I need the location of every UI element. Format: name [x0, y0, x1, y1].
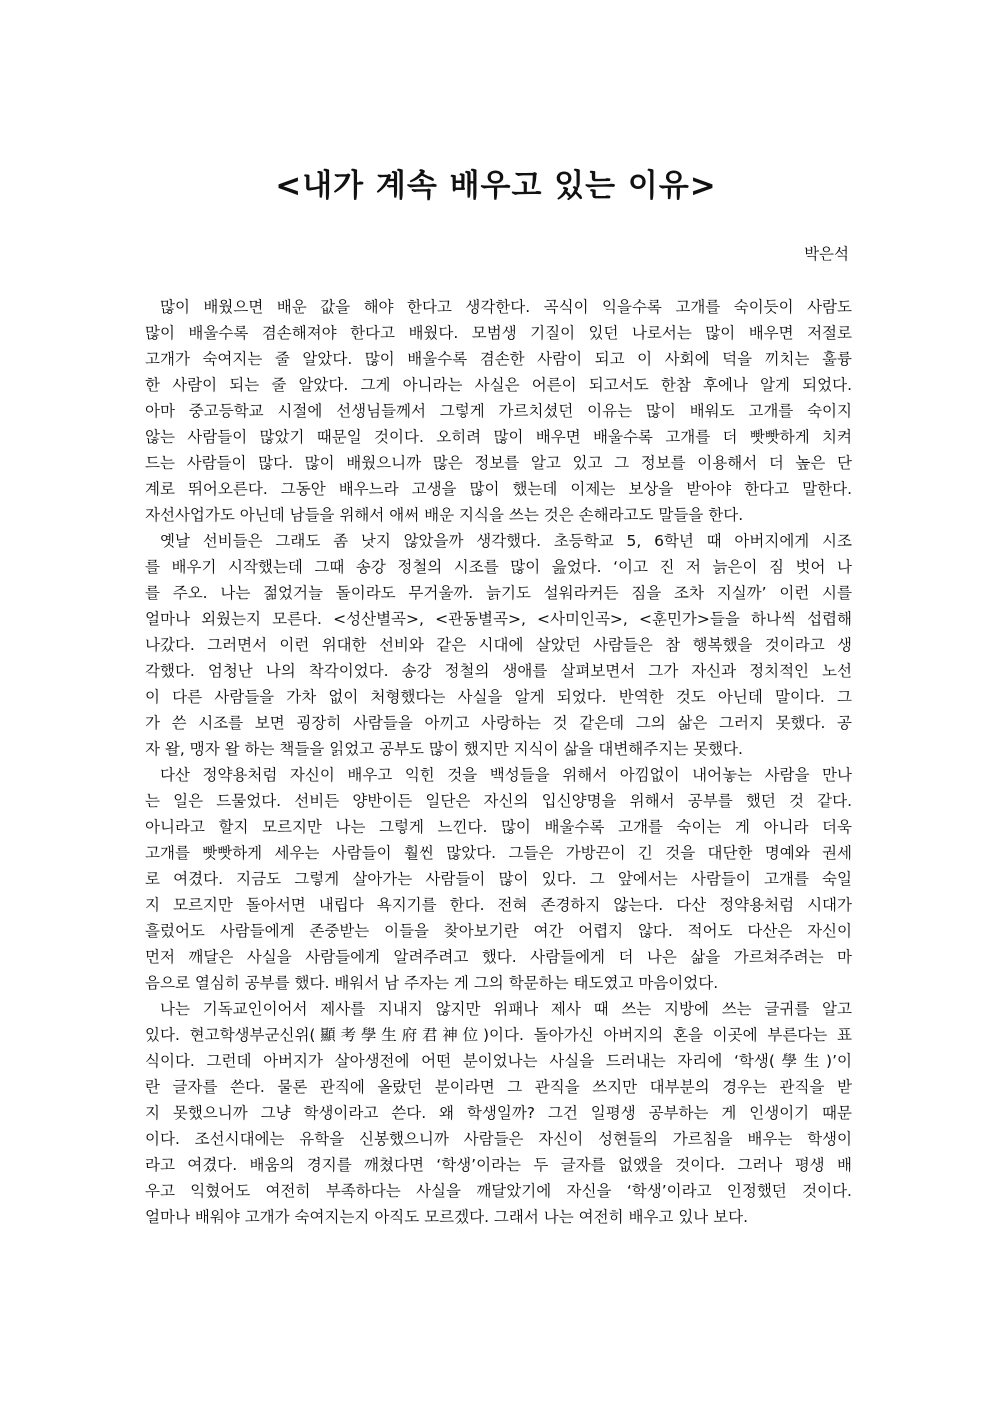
text-line: 이 다른 사람들을 가차 없이 처형했다는 사실을 알게 되었다. 반역한 것도 아닌데 말이다. 그 — [145, 688, 852, 706]
text-line: 아니라고 할지 모르지만 나는 그렇게 느낀다. 많이 배울수록 고개를 숙이는 게 아니라 더욱 — [145, 818, 852, 836]
text-line: 한 사람이 되는 줄 알았다. 그게 아니라는 사실은 어른이 되고서도 한참 후에나 알게 되었다. — [145, 376, 852, 394]
text-line: 식이다. 그런데 아버지가 살아생전에 어떤 분이었나는 사실을 드러내는 자리에 ‘학생(學生)’이 — [145, 1052, 852, 1070]
paragraph — [145, 762, 852, 996]
text-line: 지 모르지만 돌아서면 내립다 욕지기를 한다. 전혀 존경하지 않는다. 다산 정약용처럼 시대가 — [145, 896, 852, 914]
author-name: 박은석 — [804, 245, 849, 263]
paragraph — [145, 996, 852, 1230]
text-line: 우고 익혔어도 여전히 부족하다는 사실을 깨달았기에 자신을 ‘학생’이라고 인정했던 것이다. — [145, 1182, 852, 1200]
text-line: 나갔다. 그러면서 이런 위대한 선비와 같은 시대에 살았던 사람들은 참 행복했을 것이라고 생 — [145, 636, 852, 654]
text-line: 를 배우기 시작했는데 그때 송강 정철의 시조를 많이 읊었다. ‘이고 진 저 늙은이 짐 벗어 나 — [145, 558, 852, 576]
text-line: 이다. 조선시대에는 유학을 신봉했으니까 사람들은 자신이 성현들의 가르침을 배우는 학생이 — [145, 1130, 852, 1148]
text-line: 옛날 선비들은 그래도 좀 낫지 않았을까 생각했다. 초등학교 5, 6학년 때 아버지에게 시조 — [160, 532, 852, 550]
text-line: 는 일은 드물었다. 선비든 양반이든 일단은 자신의 입신양명을 위해서 공부를 했던 것 같다. — [145, 792, 852, 810]
text-line: 얼마나 배워야 고개가 숙여지는지 아직도 모르겠다. 그래서 나는 여전히 배우고 있나 보다. — [145, 1208, 749, 1226]
text-line: 많이 배울수록 겸손해져야 한다고 배웠다. 모범생 기질이 있던 나로서는 많이 배우면 저절로 — [145, 324, 852, 342]
paragraph — [145, 528, 852, 762]
text-line: 로 여겼다. 지금도 그렇게 살아가는 사람들이 많이 있다. 그 앞에서는 사람들이 고개를 숙일 — [145, 870, 852, 888]
text-line: 고개를 빳빳하게 세우는 사람들이 훨씬 많았다. 그들은 가방끈이 긴 것을 대단한 명예와 권세 — [145, 844, 852, 862]
text-line: 얼마나 외웠는지 모른다. <성산별곡>, <관동별곡>, <사미인곡>, <훈민가>들을 하나씩 섭렵해 — [145, 610, 852, 628]
text-line: 각했다. 엄청난 나의 착각이었다. 송강 정철의 생애를 살펴보면서 그가 자신과 정치적인 노선 — [145, 662, 852, 680]
paragraph — [145, 294, 852, 528]
text-line: 라고 여겼다. 배움의 경지를 깨쳤다면 ‘학생’이라는 두 글자를 없앴을 것이다. 그러나 평생 배 — [145, 1156, 852, 1174]
text-line: 드는 사람들이 많다. 많이 배웠으니까 많은 정보를 알고 있고 그 정보를 이용해서 더 높은 단 — [145, 454, 852, 472]
text-line: 지 못했으니까 그냥 학생이라고 쓴다. 왜 학생일까? 그건 일평생 공부하는 게 인생이기 때문 — [145, 1104, 852, 1122]
text-line: 음으로 열심히 공부를 했다. 배워서 남 주자는 게 그의 학문하는 태도였고 마음이었다. — [145, 974, 719, 992]
text-line: 않는 사람들이 많았기 때문일 것이다. 오히려 많이 배우면 배울수록 고개를 더 빳빳하게 치켜 — [145, 428, 852, 446]
text-line: 자 왈, 맹자 왈 하는 책들을 읽었고 공부도 많이 했지만 지식이 삶을 대변해주지는 못했다. — [145, 740, 743, 758]
text-line: 자선사업가도 아닌데 남들을 위해서 애써 배운 지식을 쓰는 것은 손해라고도 말들을 한다. — [145, 506, 744, 524]
text-line: 있다. 현고학생부군신위(顯考學生府君神位)이다. 돌아가신 아버지의 혼을 이곳에 부른다는 표 — [145, 1026, 852, 1044]
text-line: 란 글자를 쓴다. 물론 관직에 올랐던 분이라면 그 관직을 쓰지만 대부분의 경우는 관직을 받 — [145, 1078, 852, 1096]
text-line: 가 쓴 시조를 보면 굉장히 사람들을 아끼고 사랑하는 것 같은데 그의 삶은 그러지 못했다. 공 — [145, 714, 852, 732]
text-line: 를 주오. 나는 젊었거늘 돌이라도 무거울까. 늙기도 설워라커든 짐을 조차 지실까’ 이런 시를 — [145, 584, 852, 602]
text-line: 흘렀어도 사람들에게 존중받는 이들을 찾아보기란 여간 어렵지 않다. 적어도 다산은 자신이 — [145, 922, 852, 940]
text-line: 먼저 깨달은 사실을 사람들에게 알려주려고 했다. 사람들에게 더 나은 삶을 가르쳐주려는 마 — [145, 948, 852, 966]
text-line: 고개가 숙여지는 줄 알았다. 많이 배울수록 겸손한 사람이 되고 이 사회에 덕을 끼치는 훌륭 — [145, 350, 852, 368]
document-title: <내가 계속 배우고 있는 이유> — [275, 168, 717, 204]
document-body — [145, 294, 852, 1230]
text-line: 다산 정약용처럼 자신이 배우고 익힌 것을 백성들을 위해서 아낌없이 내어놓는 사람을 만나 — [160, 766, 852, 784]
text-line: 많이 배웠으면 배운 값을 해야 한다고 생각한다. 곡식이 익을수록 고개를 숙이듯이 사람도 — [160, 298, 852, 316]
text-line: 나는 기독교인이어서 제사를 지내지 않지만 위패나 제사 때 쓰는 지방에 쓰는 글귀를 알고 — [160, 1000, 852, 1018]
text-line: 아마 중고등학교 시절에 선생님들께서 그렇게 가르치셨던 이유는 많이 배워도 고개를 숙이지 — [145, 402, 852, 420]
text-line: 계로 뛰어오른다. 그동안 배우느라 고생을 많이 했는데 이제는 보상을 받아야 한다고 말한다. — [145, 480, 852, 498]
